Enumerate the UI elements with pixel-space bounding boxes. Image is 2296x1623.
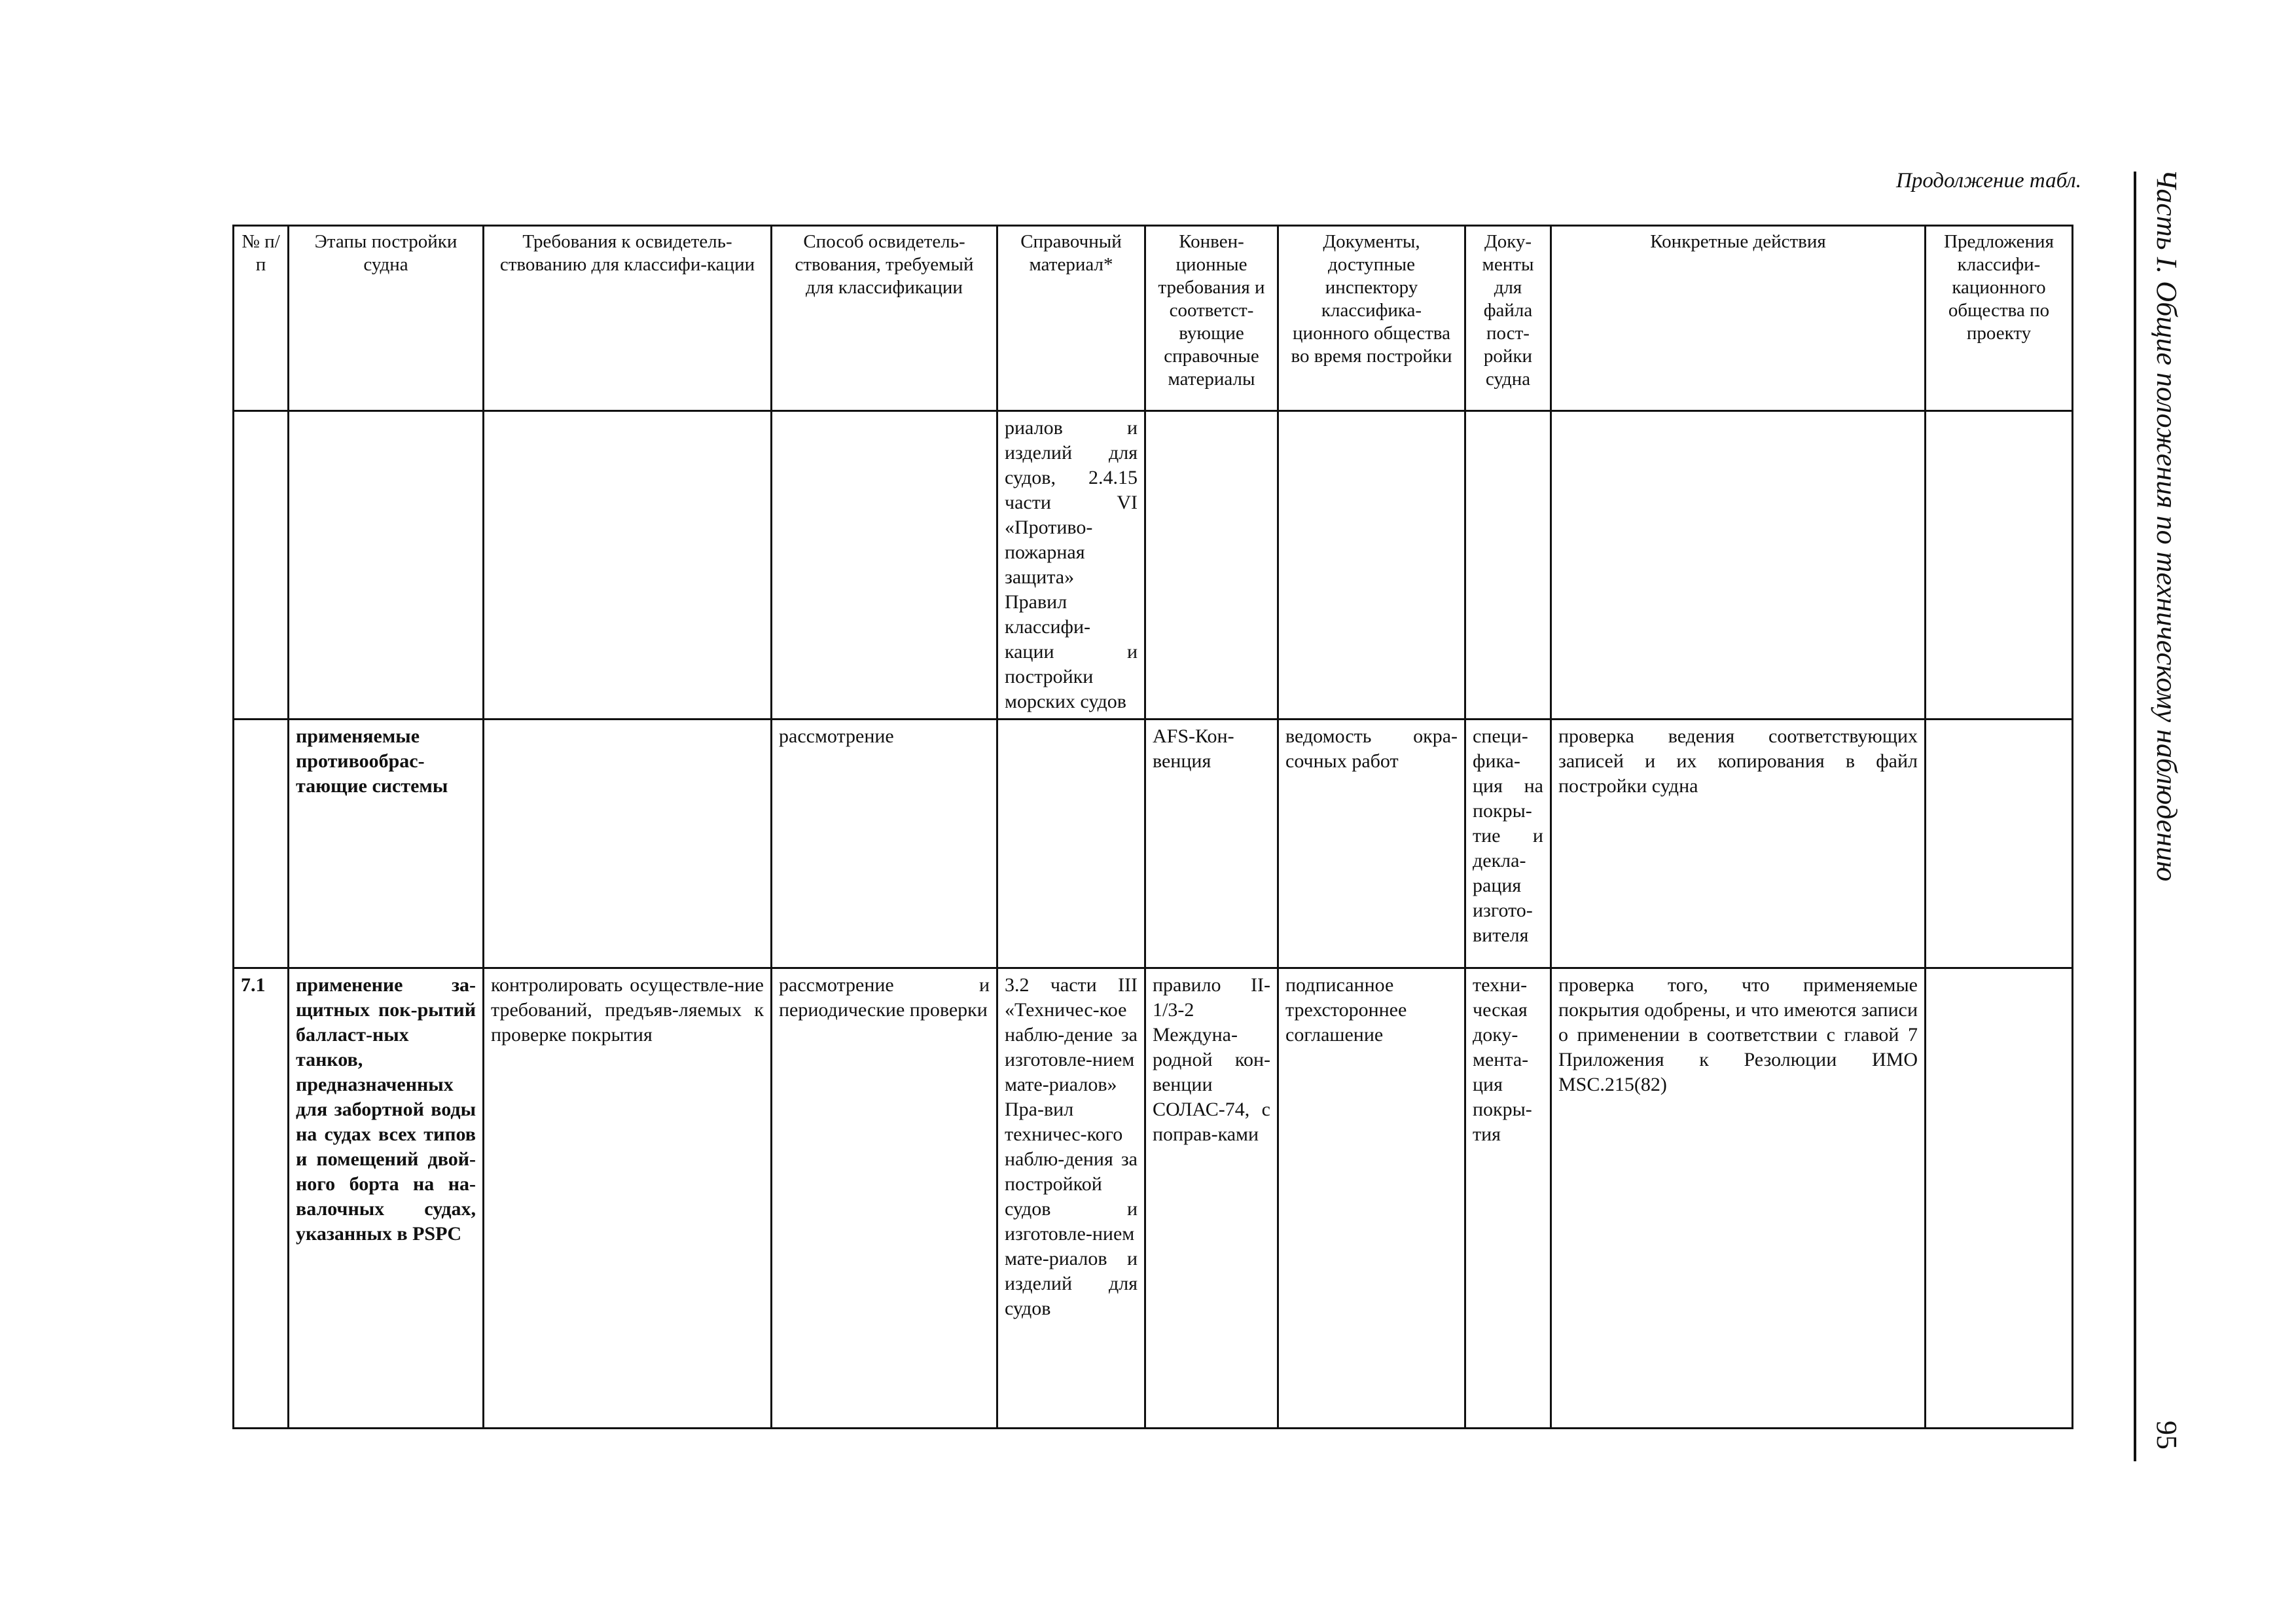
header-method: Способ освидетель-ствования, требуемый для классификации xyxy=(772,226,997,411)
cell-requirements xyxy=(484,720,772,968)
page-number: 95 xyxy=(2151,1421,2183,1450)
side-section-title: Часть I. Общие положения по техническому наблюдению xyxy=(2151,169,2183,882)
cell-documents: ведомость окра-сочных работ xyxy=(1278,720,1465,968)
cell-method: рассмотрение xyxy=(772,720,997,968)
table-row xyxy=(234,968,2073,1429)
cell-stage xyxy=(289,411,484,720)
header-stage: Этапы постройки судна xyxy=(289,226,484,411)
header-proposals: Предложения классифи-кационного общества по проекту xyxy=(1926,226,2073,411)
cell-requirements: контролировать осуществле-ние требований, предъяв-ляемых к проверке покрытия xyxy=(484,968,772,1429)
continuation-label: Продолжение табл. xyxy=(1896,169,2081,192)
header-actions: Конкретные действия xyxy=(1551,226,1926,411)
cell-proposals xyxy=(1926,720,2073,968)
cell-file-docs: техни-ческая доку-мента-ция покры-тия xyxy=(1465,968,1551,1429)
header-reference: Справочный материал* xyxy=(997,226,1145,411)
cell-reference xyxy=(997,720,1145,968)
cell-stage: применяемые противообрас-тающие системы xyxy=(289,720,484,968)
cell-num xyxy=(234,720,289,968)
cell-convention: AFS-Кон-венция xyxy=(1145,720,1278,968)
cell-method: рассмотрение и периодические проверки xyxy=(772,968,997,1429)
cell-method xyxy=(772,411,997,720)
header-num: № п/п xyxy=(234,226,289,411)
cell-actions: проверка ведения соответствующих записей и их копирования в файл постройки судна xyxy=(1551,720,1926,968)
header-documents: Документы, доступные инспектору классифика-ционного общества во время постройки xyxy=(1278,226,1465,411)
cell-requirements xyxy=(484,411,772,720)
cell-num: 7.1 xyxy=(234,968,289,1429)
table-row xyxy=(234,720,2073,968)
survey-table xyxy=(232,225,2073,1429)
cell-file-docs xyxy=(1465,411,1551,720)
cell-actions: проверка того, что применяемые покрытия одобрены, и что имеются записи о применении в соответствии с главой 7 Приложения к Резолюции ИМО MSC.215(82) xyxy=(1551,968,1926,1429)
cell-proposals xyxy=(1926,411,2073,720)
cell-reference: риалов и изделий для судов, 2.4.15 части VI «Противо-пожарная защита» Правил классифи-кации и постройки морских судов xyxy=(997,411,1145,720)
cell-num xyxy=(234,411,289,720)
cell-actions xyxy=(1551,411,1926,720)
cell-convention: правило II-1/3-2 Междуна-родной кон-венции СОЛАС-74, с поправ-ками xyxy=(1145,968,1278,1429)
cell-stage: применение за-щитных пок-рытий балласт-ных танков, предназначенных для забортной воды на судах всех типов и помещений двой-ного борта на на-валочных судах, указанных в PSPC xyxy=(289,968,484,1429)
cell-documents: подписанное трехстороннее соглашение xyxy=(1278,968,1465,1429)
table-header-row xyxy=(234,226,2073,411)
cell-proposals xyxy=(1926,968,2073,1429)
table-row xyxy=(234,411,2073,720)
cell-file-docs: специ-фика-ция на покры-тие и декла-рация изгото-вителя xyxy=(1465,720,1551,968)
header-requirements: Требования к освидетель-ствованию для классифи-кации xyxy=(484,226,772,411)
header-file-docs: Доку-менты для файла пост-ройки судна xyxy=(1465,226,1551,411)
cell-documents xyxy=(1278,411,1465,720)
side-rule-divider xyxy=(2134,172,2136,1461)
header-convention: Конвен-ционные требования и соответст-вующие справочные материалы xyxy=(1145,226,1278,411)
cell-convention xyxy=(1145,411,1278,720)
cell-reference: 3.2 части III «Техничес-кое наблю-дение за изготовле-нием мате-риалов» Пра-вил техничес-кого наблю-дения за постройкой судов и изготовле-нием мате-риалов и изделий для судов xyxy=(997,968,1145,1429)
